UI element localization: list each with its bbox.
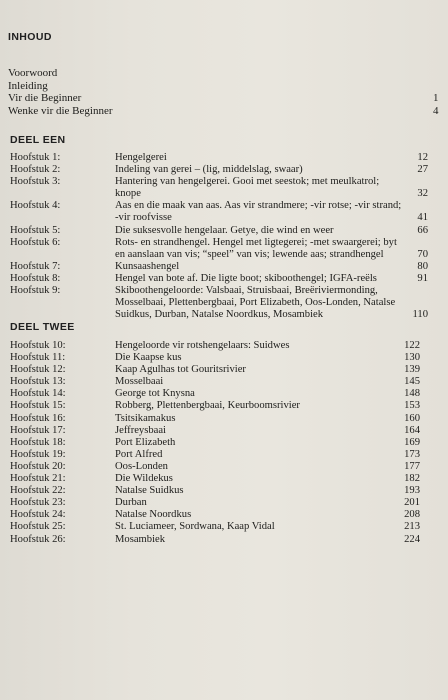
chapter-page: 213 [404,521,420,533]
chapter-label: Hoofstuk 21: [10,473,66,485]
chapter-page: 208 [404,509,420,521]
chapter-entry [10,400,440,412]
chapter-entry [10,497,440,509]
chapter-entry [10,388,440,400]
chapter-label: Hoofstuk 12: [10,364,66,376]
chapter-page: 80 [417,260,428,272]
front-item [8,67,448,80]
chapter-label: Hoofstuk 25: [10,521,66,533]
chapter-title: Port Elizabeth [115,436,176,448]
part-one-heading: DEEL EEN [10,134,66,146]
chapter-entry [10,473,440,485]
chapter-label: Hoofstuk 15: [10,400,66,412]
chapter-title: Hengeloorde vir rotshengelaars: Suidwes [115,340,290,351]
chapter-page: 201 [404,497,420,509]
chapter-title: Port Alfred [115,448,163,460]
chapter-label: Hoofstuk 1: [10,152,61,163]
contents-heading: INHOUD [8,31,52,43]
chapter-entry [10,485,440,497]
chapter-title: Jeffreysbaai [115,424,166,436]
chapter-entry [10,509,440,521]
chapter-entry [10,352,440,364]
chapter-title: St. Luciameer, Sordwana, Kaap Vidal [115,521,275,533]
front-item [8,105,448,118]
chapter-page: 160 [404,412,420,424]
chapter-entry [10,425,440,437]
chapter-page: 122 [404,340,420,351]
chapter-title: Indeling van gerei – (lig, middelslag, swaar) [115,164,303,176]
chapter-label: Hoofstuk 16: [10,412,66,424]
chapter-title: Aas en die maak van aas. Aas vir strandmere; -vir rotse; -vir strand; -vir roofvisse [115,200,402,224]
chapter-page: 110 [412,309,428,321]
chapter-label: Hoofstuk 26: [10,533,66,545]
chapter-entry [10,461,440,473]
chapter-page: 145 [404,376,420,388]
chapter-page: 169 [404,436,420,448]
chapter-title: Tsitsikamakus [115,412,176,424]
chapter-title: Mosambiek [115,533,166,545]
chapter-page: 91 [417,272,428,284]
chapter-label: Hoofstuk 7: [10,260,61,272]
chapter-page: 70 [417,248,428,260]
chapter-label: Hoofstuk 6: [10,236,61,248]
chapter-entry [10,273,440,285]
chapter-title: Hantering van hengelgerei. Gooi met seestok; met meulkatrol; knope [115,176,380,200]
chapter-page: 148 [404,388,420,400]
chapter-entry [10,152,440,164]
chapter-page: 130 [404,352,420,364]
chapter-title: Rots- en strandhengel. Hengel met ligtegerei; -met swaargerei; byt en aanslaan van vis; “speel” van vis; lewende aas; strandhengel [115,236,397,260]
chapter-entry [10,164,440,176]
chapter-label: Hoofstuk 17: [10,424,66,436]
chapter-label: Hoofstuk 24: [10,509,66,521]
chapter-entry [10,413,440,425]
front-item [8,80,448,93]
chapter-label: Hoofstuk 8: [10,272,61,284]
chapter-page: 66 [417,224,428,236]
chapter-label: Hoofstuk 18: [10,436,66,448]
chapter-title: Die Wildekus [115,473,173,485]
chapter-title: Kunsaashengel [115,260,180,272]
chapter-entry [10,376,440,388]
chapter-entry [10,364,440,376]
chapter-page: 12 [417,152,428,163]
chapter-label: Hoofstuk 9: [10,285,61,297]
chapter-title: Natalse Suidkus [115,485,184,497]
part-two-chapter-list [10,340,440,546]
chapter-entry [10,176,440,200]
chapter-page: 177 [404,460,420,472]
front-item-page: 1 [433,92,439,105]
front-item-title: Inleiding [8,79,48,92]
chapter-page: 224 [404,533,420,545]
chapter-title: Mosselbaai [115,376,164,388]
chapter-label: Hoofstuk 5: [10,224,61,236]
chapter-label: Hoofstuk 23: [10,497,66,509]
chapter-title: Durban [115,497,147,509]
chapter-page: 27 [417,164,428,176]
chapter-entry [10,225,440,237]
chapter-label: Hoofstuk 3: [10,176,61,188]
chapter-entry [10,340,440,352]
front-matter-list [8,67,448,117]
chapter-label: Hoofstuk 4: [10,200,61,212]
chapter-entry [10,285,440,321]
chapter-page: 193 [404,485,420,497]
chapter-title: Kaap Agulhas tot Gouritsrivier [115,364,246,376]
front-item [8,92,448,105]
chapter-entry [10,437,440,449]
part-two-heading: DEEL TWEE [10,321,75,333]
chapter-page: 41 [417,212,428,224]
chapter-page: 32 [417,188,428,200]
chapter-entry [10,200,440,224]
front-item-title: Vir die Beginner [8,92,82,105]
chapter-page: 182 [404,473,420,485]
chapter-entry [10,237,440,261]
chapter-page: 173 [404,448,420,460]
chapter-label: Hoofstuk 20: [10,460,66,472]
chapter-entry [10,521,440,533]
chapter-title: Die suksesvolle hengelaar. Getye, die wind en weer [115,224,334,236]
chapter-title: Natalse Noordkus [115,509,192,521]
chapter-title: Die Kaapse kus [115,352,182,364]
chapter-title: Robberg, Plettenbergbaai, Keurboomsrivier [115,400,300,412]
front-item-page: 4 [433,104,439,117]
chapter-entry [10,261,440,273]
chapter-title: Hengelgerei [115,152,167,163]
chapter-label: Hoofstuk 10: [10,340,66,351]
chapter-entry [10,449,440,461]
front-item-title: Voorwoord [8,67,58,79]
chapter-label: Hoofstuk 13: [10,376,66,388]
chapter-title: Oos-Londen [115,460,168,472]
chapter-label: Hoofstuk 14: [10,388,66,400]
chapter-label: Hoofstuk 11: [10,352,66,364]
chapter-entry [10,534,440,546]
chapter-title: Hengel van bote af. Die ligte boot; skiboothengel; IGFA-reëls [115,272,377,284]
chapter-page: 139 [404,364,420,376]
chapter-title: George tot Knysna [115,388,195,400]
front-item-title: Wenke vir die Beginner [8,104,113,117]
chapter-title: Skiboothengeloorde: Valsbaai, Struisbaai, Breëriviermonding, Mosselbaai, Plettenbergbaai, Port Elizabeth, Oos-Londen, Natalse Suidkus, Durban, Natalse Noordkus, Mosambiek [115,285,396,321]
part-one-chapter-list [10,152,440,321]
chapter-label: Hoofstuk 19: [10,448,66,460]
chapter-page: 153 [404,400,420,412]
chapter-label: Hoofstuk 2: [10,164,61,176]
chapter-page: 164 [404,424,420,436]
chapter-label: Hoofstuk 22: [10,485,66,497]
